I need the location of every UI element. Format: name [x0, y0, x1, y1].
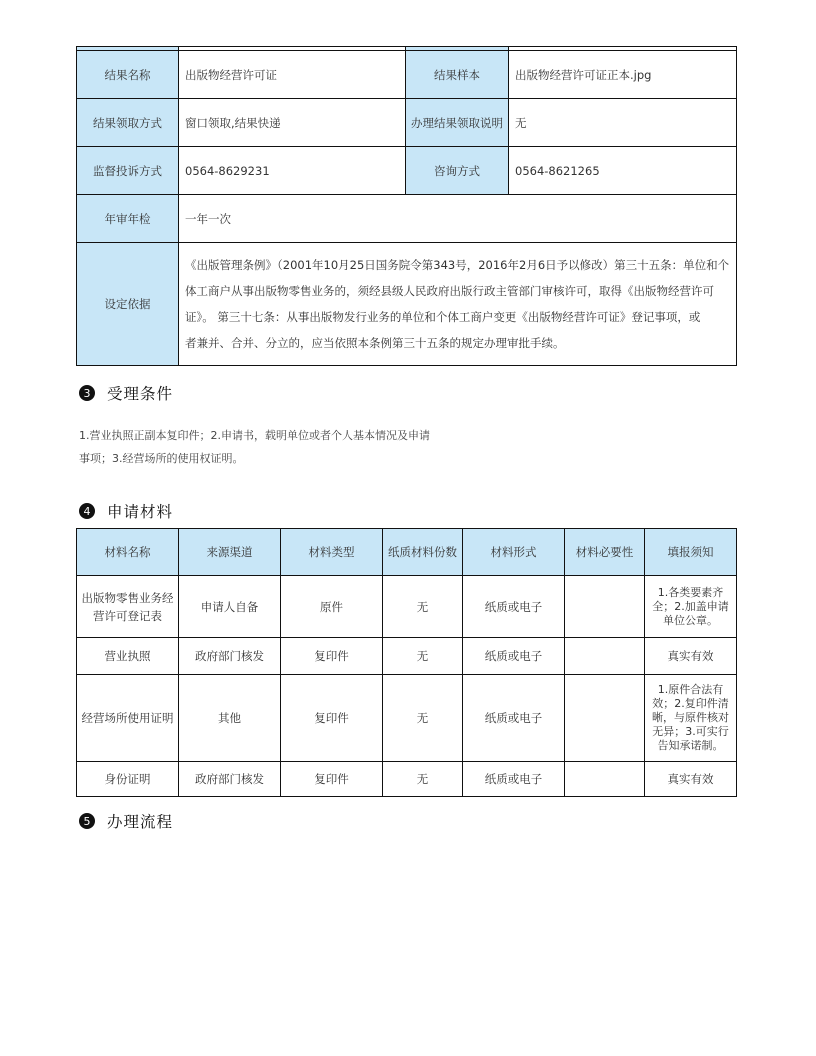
material-source: 其他	[179, 675, 281, 762]
material-type: 复印件	[281, 638, 383, 675]
material-necessity	[565, 762, 645, 797]
result-sample-value: 出版物经营许可证正本.jpg	[509, 51, 737, 99]
col-header: 材料形式	[463, 529, 565, 576]
section-acceptance-heading	[79, 382, 173, 404]
basis-line: 证》。 第三十七条：从事出版物发行业务的单位和个体工商户变更《出版物经营许可证》登记事项，或	[185, 310, 701, 324]
col-header: 纸质材料份数	[383, 529, 463, 576]
basis-line: 者兼并、合并、分立的，应当依照本条例第三十五条的规定办理审批手续。	[185, 336, 565, 350]
condition-line: 事项；3.经营场所的使用权证明。	[79, 452, 244, 465]
material-necessity	[565, 675, 645, 762]
complaint-label: 监督投诉方式	[77, 147, 179, 195]
section-title: 受理条件	[107, 385, 174, 403]
col-header: 填报须知	[645, 529, 737, 576]
material-copies: 无	[383, 576, 463, 638]
material-necessity	[565, 576, 645, 638]
material-form: 纸质或电子	[463, 675, 565, 762]
material-name: 身份证明	[77, 762, 179, 797]
section-materials-heading	[79, 500, 173, 522]
material-name: 营业执照	[77, 638, 179, 675]
col-header: 来源渠道	[179, 529, 281, 576]
result-info-table	[76, 46, 737, 366]
material-necessity	[565, 638, 645, 675]
col-header: 材料类型	[281, 529, 383, 576]
material-copies: 无	[383, 675, 463, 762]
result-pickup-value: 窗口领取,结果快递	[179, 99, 406, 147]
result-name-label: 结果名称	[77, 51, 179, 99]
section-number-badge: 5	[79, 813, 95, 829]
table-row	[77, 638, 737, 675]
section-number-badge: 3	[79, 385, 95, 401]
material-note: 1.各类要素齐全；2.加盖申请单位公章。	[645, 576, 737, 638]
section-title: 办理流程	[107, 813, 174, 831]
material-note: 真实有效	[645, 638, 737, 675]
material-form: 纸质或电子	[463, 576, 565, 638]
material-copies: 无	[383, 638, 463, 675]
material-note: 1.原件合法有效；2.复印件清晰，与原件核对无异；3.可实行告知承诺制。	[645, 675, 737, 762]
result-name-value: 出版物经营许可证	[179, 51, 406, 99]
material-type: 原件	[281, 576, 383, 638]
materials-table	[76, 528, 737, 797]
basis-line: 《出版管理条例》（2001年10月25日国务院令第343号，2016年2月6日予以修改）第三十五条：单位和个	[185, 258, 730, 272]
col-header: 材料名称	[77, 529, 179, 576]
material-source: 政府部门核发	[179, 762, 281, 797]
complaint-value: 0564-8629231	[179, 147, 406, 195]
result-pickup-label: 结果领取方式	[77, 99, 179, 147]
material-name: 出版物零售业务经营许可登记表	[77, 576, 179, 638]
pickup-note-value: 无	[509, 99, 737, 147]
section-process-heading	[79, 810, 173, 832]
section-title: 申请材料	[107, 503, 174, 521]
consult-value: 0564-8621265	[509, 147, 737, 195]
basis-text	[179, 243, 737, 366]
col-header: 材料必要性	[565, 529, 645, 576]
pickup-note-label: 办理结果领取说明	[406, 99, 509, 147]
annual-check-label: 年审年检	[77, 195, 179, 243]
material-note: 真实有效	[645, 762, 737, 797]
material-type: 复印件	[281, 762, 383, 797]
material-copies: 无	[383, 762, 463, 797]
acceptance-conditions	[79, 424, 479, 470]
result-sample-label: 结果样本	[406, 51, 509, 99]
annual-check-value: 一年一次	[179, 195, 737, 243]
material-source: 政府部门核发	[179, 638, 281, 675]
material-type: 复印件	[281, 675, 383, 762]
basis-line: 体工商户从事出版物零售业务的，须经县级人民政府出版行政主管部门审核许可，取得《出版物经营许可	[185, 284, 714, 298]
table-row	[77, 576, 737, 638]
material-form: 纸质或电子	[463, 638, 565, 675]
table-row	[77, 675, 737, 762]
material-form: 纸质或电子	[463, 762, 565, 797]
consult-label: 咨询方式	[406, 147, 509, 195]
condition-line: 1.营业执照正副本复印件；2.申请书，载明单位或者个人基本情况及申请	[79, 429, 430, 442]
section-number-badge: 4	[79, 503, 95, 519]
material-name: 经营场所使用证明	[77, 675, 179, 762]
material-source: 申请人自备	[179, 576, 281, 638]
table-row	[77, 762, 737, 797]
basis-label: 设定依据	[77, 243, 179, 366]
